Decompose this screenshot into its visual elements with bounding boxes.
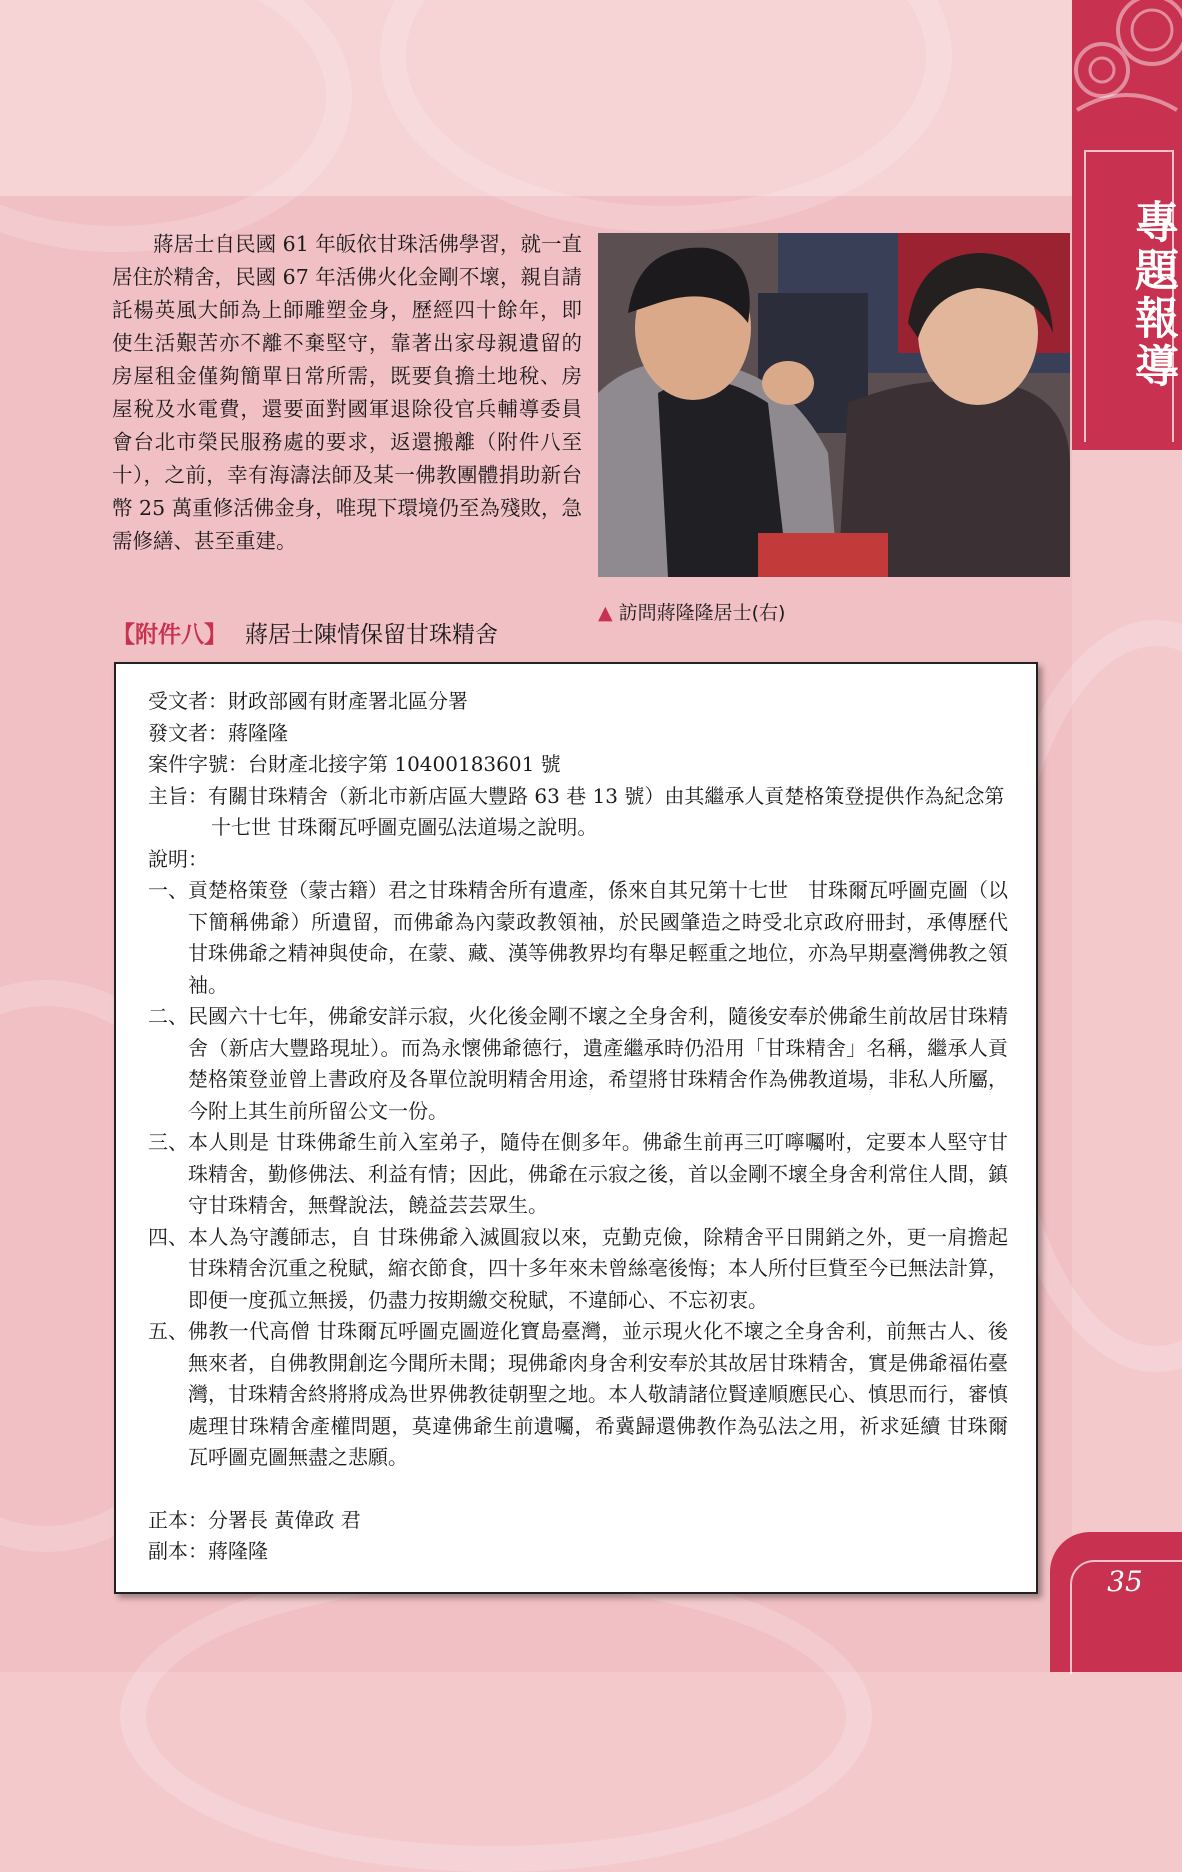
photo-illustration bbox=[598, 233, 1070, 577]
letter-item bbox=[148, 1001, 1008, 1127]
letter-item bbox=[148, 1316, 1008, 1474]
item-text: 貢楚格策登（蒙古籍）君之甘珠精舍所有遺產，係來自其兄第十七世 甘珠爾瓦呼圖克圖（以下簡稱佛爺）所遺留，而佛爺為內蒙政教領袖，於民國肇造之時受北京政府冊封，承傳歷代 甘珠佛爺之精神與使命，在蒙、藏、漢等佛教界均有舉足輕重之地位，亦為早期臺灣佛教之領袖。 bbox=[188, 878, 1008, 997]
interview-photo bbox=[598, 233, 1070, 577]
triangle-icon: ▲ bbox=[598, 602, 613, 624]
item-number: 二、 bbox=[148, 1004, 188, 1028]
item-text: 本人為守護師志，自 甘珠佛爺入滅圓寂以來，克勤克儉，除精舍平日開銷之外，更一肩擔起甘珠精舍沉重之稅賦，縮衣節食，四十多年來未曾絲毫後悔；本人所付巨貲至今已無法計算，即便一度孤立無援，仍盡力按期繳交稅賦，不違師心、不忘初衷。 bbox=[188, 1224, 1008, 1312]
letter-copy-to: 副本：蔣隆隆 bbox=[148, 1539, 268, 1563]
item-text: 本人則是 甘珠佛爺生前入室弟子，隨侍在側多年。佛爺生前再三叮嚀囑咐，定要本人堅守甘珠精舍，勤修佛法、利益有情；因此，佛爺在示寂之後，首以金剛不壞全身舍利常住人間，鎮守甘珠精舍，無聲說法，饒益芸芸眾生。 bbox=[188, 1130, 1008, 1217]
intro-paragraph: 蔣居士自民國 61 年皈依甘珠活佛學習，就一直居住於精舍，民國 67 年活佛火化金剛不壞，親自請託楊英風大師為上師雕塑金身，歷經四十餘年，即使生活艱苦亦不離不棄堅守，靠著出家母親遺留的房屋租金僅夠簡單日常所需，既要負擔土地稅、房屋稅及水電費，還要面對國軍退除役官兵輔導委員會台北市榮民服務處的要求，返還搬離（附件八至十），之前，幸有海濤法師及某一佛教團體捐助新台幣 25 萬重修活佛金身，唯現下環境仍至為殘敗，急需修繕、甚至重建。 bbox=[112, 232, 582, 553]
letter-item bbox=[148, 1222, 1008, 1317]
letter-sender: 發文者：蔣隆隆 bbox=[148, 720, 288, 745]
letter-item bbox=[148, 875, 1008, 1001]
letter-original-to: 正本：分署長 黃偉政 君 bbox=[148, 1507, 361, 1532]
letter-subject: 主旨：有關甘珠精舍（新北市新店區大豐路 63 巷 13 號）由其繼承人貢楚格策登提供作為紀念第十七世 甘珠爾瓦呼圖克圖弘法道場之說明。 bbox=[148, 783, 1005, 839]
letter-recipient: 受文者：財政部國有財產署北區分署 bbox=[148, 689, 468, 713]
photo-caption-text: 訪問蔣隆隆居士(右) bbox=[618, 602, 786, 624]
item-number: 一、 bbox=[148, 878, 188, 902]
item-number: 四、 bbox=[148, 1224, 188, 1249]
letter-explanation-label: 說明： bbox=[148, 846, 208, 871]
page-number-tab bbox=[1050, 1532, 1182, 1672]
annex-title: 蔣居士陳情保留甘珠精舍 bbox=[245, 622, 498, 648]
letter-spacer bbox=[148, 1474, 1008, 1505]
item-text: 民國六十七年，佛爺安詳示寂，火化後金剛不壞之全身舍利，隨後安奉於佛爺生前故居甘珠精舍（新店大豐路現址）。而為永懷佛爺德行，遺產繼承時仍沿用「甘珠精舍」名稱，繼承人貢楚格策登並曾上書政府及各單位說明精舍用途，希望將甘珠精舍作為佛教道場，非私人所屬，今附上其生前所留公文一份。 bbox=[188, 1004, 1008, 1123]
letter-body bbox=[148, 686, 1008, 1568]
section-title: 專題報導 bbox=[1127, 199, 1178, 391]
letter-case-number: 案件字號：台財產北接字第 10400183601 號 bbox=[148, 752, 561, 776]
page-number: 35 bbox=[1107, 1565, 1143, 1598]
annex-tag: 【附件八】 bbox=[112, 622, 227, 648]
item-number: 五、 bbox=[148, 1319, 188, 1343]
background-swirl bbox=[120, 1560, 872, 1872]
floral-ornament-icon bbox=[1072, 0, 1182, 120]
item-text: 佛教一代高僧 甘珠爾瓦呼圖克圖遊化寶島臺灣，並示現火化不壞之全身舍利，前無古人、後無來者，自佛教開創迄今聞所未聞；現佛爺肉身舍利安奉於其故居甘珠精舍，實是佛爺福佑臺灣，甘珠精舍終將將成為世界佛教徒朝聖之地。本人敬請諸位賢達順應民心、慎思而行，審慎處理甘珠精舍產權問題，莫違佛爺生前遺囑，希冀歸還佛教作為弘法之用，祈求延續 甘珠爾瓦呼圖克圖無盡之悲願。 bbox=[188, 1319, 1008, 1469]
annex-heading bbox=[112, 616, 498, 649]
letter-item bbox=[148, 1127, 1008, 1222]
photo-caption bbox=[598, 598, 785, 625]
item-number: 三、 bbox=[148, 1130, 188, 1154]
intro-text bbox=[112, 228, 582, 558]
petition-letter bbox=[114, 662, 1038, 1594]
